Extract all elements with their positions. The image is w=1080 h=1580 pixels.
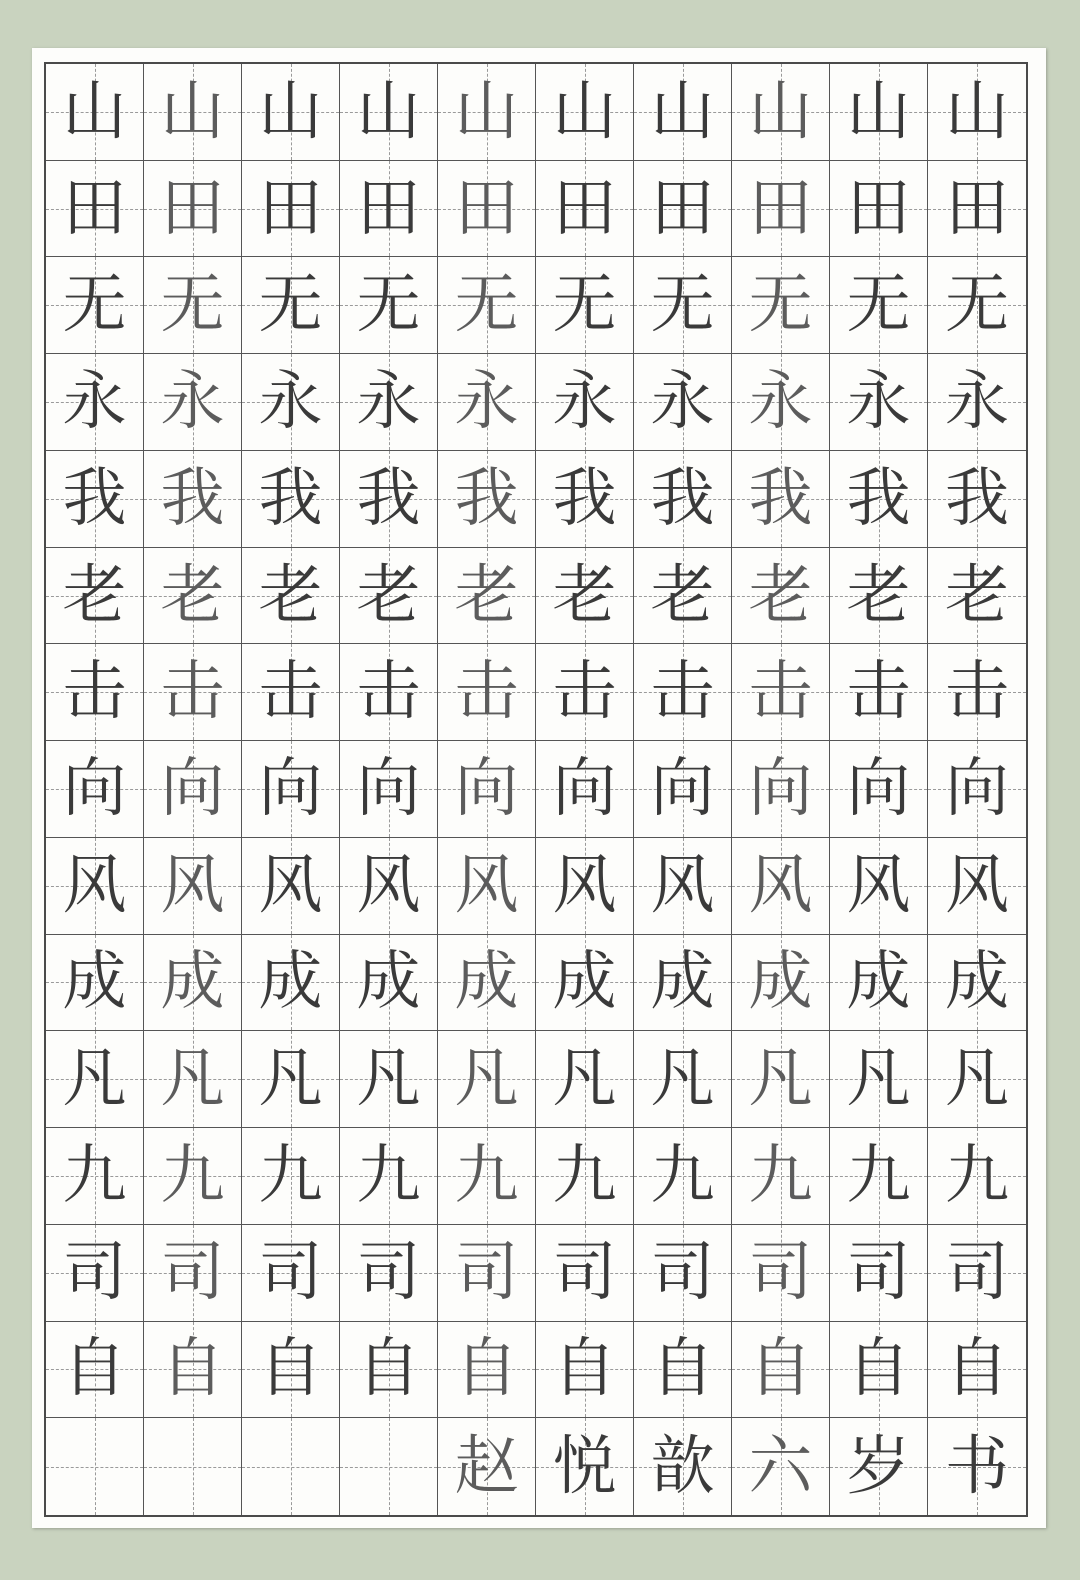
practice-character: 风 — [945, 848, 1009, 923]
grid-cell — [46, 1225, 144, 1322]
grid-cell — [732, 257, 830, 354]
practice-character: 田 — [748, 171, 813, 246]
grid-cell — [46, 1322, 144, 1419]
practice-character: 永 — [62, 365, 127, 440]
grid-cell — [144, 451, 242, 548]
practice-character: 击 — [552, 655, 617, 730]
practice-character: 凡 — [748, 1042, 813, 1117]
grid-cell — [928, 161, 1026, 258]
practice-character: 自 — [945, 1332, 1009, 1407]
practice-character: 永 — [454, 365, 519, 440]
practice-character: 成 — [258, 945, 323, 1020]
grid-cell — [732, 451, 830, 548]
practice-character: 我 — [258, 461, 323, 536]
grid-cell — [340, 741, 438, 838]
grid-cell — [928, 64, 1026, 161]
grid-cell — [830, 161, 928, 258]
practice-character: 自 — [552, 1332, 617, 1407]
grid-cell — [46, 838, 144, 935]
grid-cell — [732, 548, 830, 645]
practice-character: 凡 — [258, 1042, 323, 1117]
grid-cell — [438, 838, 536, 935]
practice-character: 我 — [454, 461, 519, 536]
practice-character: 田 — [62, 171, 127, 246]
grid-cell — [536, 1418, 634, 1515]
practice-character: 九 — [454, 1138, 519, 1213]
grid-cell — [340, 1418, 438, 1515]
practice-character: 司 — [748, 1235, 813, 1310]
practice-character: 自 — [356, 1332, 421, 1407]
grid-cell — [536, 257, 634, 354]
grid-cell — [144, 161, 242, 258]
grid-cell — [732, 644, 830, 741]
grid-cell — [732, 1225, 830, 1322]
grid-cell — [46, 161, 144, 258]
practice-character: 向 — [454, 751, 519, 826]
grid-cell — [46, 1031, 144, 1128]
practice-character: 司 — [650, 1235, 715, 1310]
practice-character: 九 — [160, 1138, 225, 1213]
practice-character: 老 — [945, 558, 1009, 633]
grid-cell — [340, 451, 438, 548]
practice-character: 风 — [258, 848, 323, 923]
practice-character: 成 — [748, 945, 813, 1020]
practice-character: 司 — [62, 1235, 127, 1310]
grid-cell — [536, 1031, 634, 1128]
grid-cell — [928, 741, 1026, 838]
grid-cell — [144, 1128, 242, 1225]
practice-character: 凡 — [552, 1042, 617, 1117]
grid-cell — [732, 1031, 830, 1128]
grid-cell — [242, 838, 340, 935]
practice-character: 向 — [356, 751, 421, 826]
grid-cell — [928, 354, 1026, 451]
practice-character: 风 — [160, 848, 225, 923]
practice-character: 向 — [650, 751, 715, 826]
practice-character: 司 — [945, 1235, 1009, 1310]
practice-character: 老 — [650, 558, 715, 633]
practice-character: 无 — [258, 268, 323, 343]
grid-cell — [340, 161, 438, 258]
grid-cell — [144, 548, 242, 645]
practice-character: 我 — [846, 461, 911, 536]
practice-character: 无 — [552, 268, 617, 343]
practice-character: 击 — [846, 655, 911, 730]
grid-cell — [830, 548, 928, 645]
practice-character: 司 — [846, 1235, 911, 1310]
grid-cell — [830, 64, 928, 161]
grid-cell — [536, 1322, 634, 1419]
grid-cell — [144, 257, 242, 354]
signature-character: 书 — [945, 1429, 1009, 1504]
practice-character: 九 — [748, 1138, 813, 1213]
practice-character: 击 — [945, 655, 1009, 730]
practice-character: 自 — [258, 1332, 323, 1407]
grid-cell — [830, 935, 928, 1032]
practice-character: 山 — [160, 74, 225, 149]
grid-cell — [928, 1031, 1026, 1128]
practice-character: 凡 — [62, 1042, 127, 1117]
practice-character: 无 — [748, 268, 813, 343]
practice-character: 向 — [552, 751, 617, 826]
grid-cell — [340, 1128, 438, 1225]
grid-cell — [634, 354, 732, 451]
grid-cell — [340, 354, 438, 451]
grid-cell — [830, 1418, 928, 1515]
grid-cell — [340, 838, 438, 935]
grid-cell — [46, 1418, 144, 1515]
grid-cell — [634, 1225, 732, 1322]
practice-character: 风 — [356, 848, 421, 923]
grid-cell — [634, 64, 732, 161]
practice-character: 无 — [650, 268, 715, 343]
practice-character: 击 — [356, 655, 421, 730]
practice-character: 山 — [258, 74, 323, 149]
grid-cell — [830, 354, 928, 451]
practice-character: 司 — [552, 1235, 617, 1310]
practice-character: 成 — [945, 945, 1009, 1020]
practice-character: 永 — [552, 365, 617, 440]
grid-cell — [634, 741, 732, 838]
practice-character: 九 — [650, 1138, 715, 1213]
signature-character: 六 — [748, 1429, 813, 1504]
practice-character: 无 — [356, 268, 421, 343]
practice-character: 我 — [650, 461, 715, 536]
practice-character: 凡 — [846, 1042, 911, 1117]
practice-character: 风 — [650, 848, 715, 923]
grid-cell — [144, 1031, 242, 1128]
grid-cell — [242, 161, 340, 258]
grid-cell — [928, 838, 1026, 935]
practice-character: 田 — [356, 171, 421, 246]
grid-cell — [144, 64, 242, 161]
grid-cell — [438, 161, 536, 258]
grid-cell — [242, 644, 340, 741]
practice-character: 凡 — [650, 1042, 715, 1117]
practice-character: 无 — [454, 268, 519, 343]
grid-cell — [830, 644, 928, 741]
practice-character: 老 — [62, 558, 127, 633]
grid-cell — [340, 64, 438, 161]
practice-character: 成 — [846, 945, 911, 1020]
grid-cell — [536, 64, 634, 161]
grid-cell — [634, 1031, 732, 1128]
grid-cell — [242, 1031, 340, 1128]
practice-character: 永 — [945, 365, 1009, 440]
practice-character: 永 — [160, 365, 225, 440]
practice-character: 永 — [846, 365, 911, 440]
grid-cell — [46, 644, 144, 741]
practice-character: 九 — [945, 1138, 1009, 1213]
practice-character: 九 — [258, 1138, 323, 1213]
practice-character: 老 — [258, 558, 323, 633]
grid-cell — [242, 64, 340, 161]
practice-character: 九 — [846, 1138, 911, 1213]
grid-cell — [928, 1418, 1026, 1515]
practice-character: 击 — [160, 655, 225, 730]
grid-cell — [830, 1225, 928, 1322]
grid-cell — [340, 257, 438, 354]
practice-character: 九 — [62, 1138, 127, 1213]
practice-character: 山 — [945, 74, 1009, 149]
grid-cell — [732, 935, 830, 1032]
grid-cell — [928, 644, 1026, 741]
practice-character: 山 — [552, 74, 617, 149]
grid-cell — [536, 741, 634, 838]
practice-character: 向 — [258, 751, 323, 826]
grid-cell — [242, 451, 340, 548]
tianzige-grid — [44, 62, 1028, 1517]
grid-cell — [340, 1322, 438, 1419]
grid-cell — [438, 741, 536, 838]
grid-cell — [340, 935, 438, 1032]
grid-cell — [928, 451, 1026, 548]
practice-character: 凡 — [454, 1042, 519, 1117]
practice-character: 击 — [62, 655, 127, 730]
grid-cell — [928, 257, 1026, 354]
grid-cell — [438, 451, 536, 548]
practice-character: 我 — [945, 461, 1009, 536]
practice-character: 我 — [552, 461, 617, 536]
grid-cell — [144, 741, 242, 838]
grid-cell — [928, 548, 1026, 645]
grid-cell — [46, 741, 144, 838]
grid-cell — [438, 548, 536, 645]
practice-character: 自 — [454, 1332, 519, 1407]
practice-character: 老 — [748, 558, 813, 633]
practice-character: 成 — [356, 945, 421, 1020]
grid-cell — [536, 1225, 634, 1322]
practice-character: 九 — [356, 1138, 421, 1213]
grid-cell — [536, 935, 634, 1032]
practice-character: 自 — [62, 1332, 127, 1407]
grid-cell — [536, 354, 634, 451]
practice-character: 我 — [160, 461, 225, 536]
grid-cell — [144, 935, 242, 1032]
grid-cell — [46, 64, 144, 161]
grid-cell — [46, 354, 144, 451]
grid-cell — [340, 1031, 438, 1128]
grid-cell — [46, 935, 144, 1032]
grid-cell — [634, 1418, 732, 1515]
practice-character: 击 — [258, 655, 323, 730]
grid-cell — [830, 257, 928, 354]
grid-cell — [536, 1128, 634, 1225]
practice-character: 我 — [748, 461, 813, 536]
grid-cell — [732, 64, 830, 161]
grid-cell — [46, 548, 144, 645]
grid-cell — [144, 1418, 242, 1515]
signature-character: 歆 — [650, 1429, 715, 1504]
grid-cell — [144, 838, 242, 935]
grid-cell — [830, 451, 928, 548]
grid-cell — [340, 548, 438, 645]
practice-paper — [32, 48, 1046, 1528]
grid-cell — [928, 1225, 1026, 1322]
grid-cell — [438, 935, 536, 1032]
grid-cell — [536, 548, 634, 645]
practice-character: 山 — [748, 74, 813, 149]
practice-character: 田 — [945, 171, 1009, 246]
practice-character: 我 — [62, 461, 127, 536]
practice-character: 永 — [650, 365, 715, 440]
grid-cell — [536, 161, 634, 258]
grid-cell — [438, 64, 536, 161]
practice-character: 自 — [846, 1332, 911, 1407]
grid-cell — [536, 838, 634, 935]
grid-cell — [536, 644, 634, 741]
grid-cell — [438, 644, 536, 741]
practice-character: 风 — [846, 848, 911, 923]
grid-cell — [830, 1128, 928, 1225]
practice-character: 老 — [356, 558, 421, 633]
practice-character: 田 — [454, 171, 519, 246]
grid-cell — [46, 1128, 144, 1225]
practice-character: 永 — [356, 365, 421, 440]
practice-character: 风 — [748, 848, 813, 923]
practice-character: 风 — [62, 848, 127, 923]
practice-character: 成 — [160, 945, 225, 1020]
grid-cell — [830, 838, 928, 935]
grid-cell — [46, 451, 144, 548]
practice-character: 向 — [62, 751, 127, 826]
practice-character: 自 — [650, 1332, 715, 1407]
practice-character: 无 — [846, 268, 911, 343]
grid-cell — [242, 548, 340, 645]
practice-character: 成 — [552, 945, 617, 1020]
practice-character: 永 — [748, 365, 813, 440]
grid-cell — [634, 935, 732, 1032]
grid-cell — [438, 257, 536, 354]
grid-cell — [242, 257, 340, 354]
practice-character: 司 — [160, 1235, 225, 1310]
grid-cell — [732, 354, 830, 451]
grid-cell — [242, 1225, 340, 1322]
grid-cell — [438, 1418, 536, 1515]
grid-cell — [438, 1031, 536, 1128]
grid-cell — [634, 451, 732, 548]
grid-cell — [634, 257, 732, 354]
practice-character: 向 — [160, 751, 225, 826]
practice-character: 无 — [62, 268, 127, 343]
grid-cell — [732, 1322, 830, 1419]
practice-character: 司 — [454, 1235, 519, 1310]
grid-cell — [536, 451, 634, 548]
grid-cell — [242, 1418, 340, 1515]
grid-cell — [144, 354, 242, 451]
grid-cell — [634, 161, 732, 258]
practice-character: 我 — [356, 461, 421, 536]
grid-cell — [340, 1225, 438, 1322]
grid-cell — [438, 354, 536, 451]
grid-cell — [242, 1322, 340, 1419]
practice-character: 老 — [160, 558, 225, 633]
practice-character: 击 — [454, 655, 519, 730]
practice-character: 山 — [846, 74, 911, 149]
grid-cell — [438, 1128, 536, 1225]
practice-character: 风 — [552, 848, 617, 923]
practice-character: 无 — [945, 268, 1009, 343]
practice-character: 凡 — [356, 1042, 421, 1117]
practice-character: 永 — [258, 365, 323, 440]
grid-cell — [928, 1322, 1026, 1419]
practice-character: 风 — [454, 848, 519, 923]
grid-cell — [438, 1225, 536, 1322]
grid-cell — [634, 1322, 732, 1419]
practice-character: 无 — [160, 268, 225, 343]
practice-character: 成 — [62, 945, 127, 1020]
grid-cell — [634, 1128, 732, 1225]
grid-cell — [242, 935, 340, 1032]
practice-character: 向 — [945, 751, 1009, 826]
grid-cell — [634, 838, 732, 935]
practice-character: 老 — [552, 558, 617, 633]
grid-cell — [46, 257, 144, 354]
practice-character: 山 — [62, 74, 127, 149]
practice-character: 田 — [552, 171, 617, 246]
practice-character: 击 — [748, 655, 813, 730]
signature-character: 岁 — [846, 1429, 911, 1504]
grid-cell — [242, 354, 340, 451]
grid-cell — [732, 1128, 830, 1225]
practice-character: 向 — [748, 751, 813, 826]
grid-cell — [438, 1322, 536, 1419]
grid-cell — [830, 1322, 928, 1419]
grid-cell — [242, 1128, 340, 1225]
practice-character: 九 — [552, 1138, 617, 1213]
grid-cell — [928, 935, 1026, 1032]
signature-character: 赵 — [454, 1429, 519, 1504]
practice-character: 田 — [160, 171, 225, 246]
practice-character: 老 — [846, 558, 911, 633]
grid-cell — [340, 644, 438, 741]
grid-cell — [928, 1128, 1026, 1225]
practice-character: 凡 — [160, 1042, 225, 1117]
practice-character: 司 — [258, 1235, 323, 1310]
practice-character: 向 — [846, 751, 911, 826]
grid-cell — [144, 1322, 242, 1419]
practice-character: 凡 — [945, 1042, 1009, 1117]
practice-character: 击 — [650, 655, 715, 730]
practice-character: 田 — [650, 171, 715, 246]
grid-cell — [830, 1031, 928, 1128]
grid-cell — [732, 161, 830, 258]
practice-character: 成 — [454, 945, 519, 1020]
practice-character: 山 — [650, 74, 715, 149]
practice-character: 山 — [454, 74, 519, 149]
practice-character: 自 — [748, 1332, 813, 1407]
practice-character: 老 — [454, 558, 519, 633]
grid-cell — [732, 838, 830, 935]
practice-character: 成 — [650, 945, 715, 1020]
practice-character: 田 — [846, 171, 911, 246]
practice-character: 自 — [160, 1332, 225, 1407]
practice-character: 山 — [356, 74, 421, 149]
practice-character: 田 — [258, 171, 323, 246]
signature-character: 悦 — [552, 1429, 617, 1504]
grid-cell — [732, 1418, 830, 1515]
grid-cell — [144, 644, 242, 741]
grid-cell — [634, 548, 732, 645]
grid-cell — [732, 741, 830, 838]
grid-cell — [830, 741, 928, 838]
grid-cell — [144, 1225, 242, 1322]
practice-character: 司 — [356, 1235, 421, 1310]
grid-cell — [242, 741, 340, 838]
grid-cell — [634, 644, 732, 741]
